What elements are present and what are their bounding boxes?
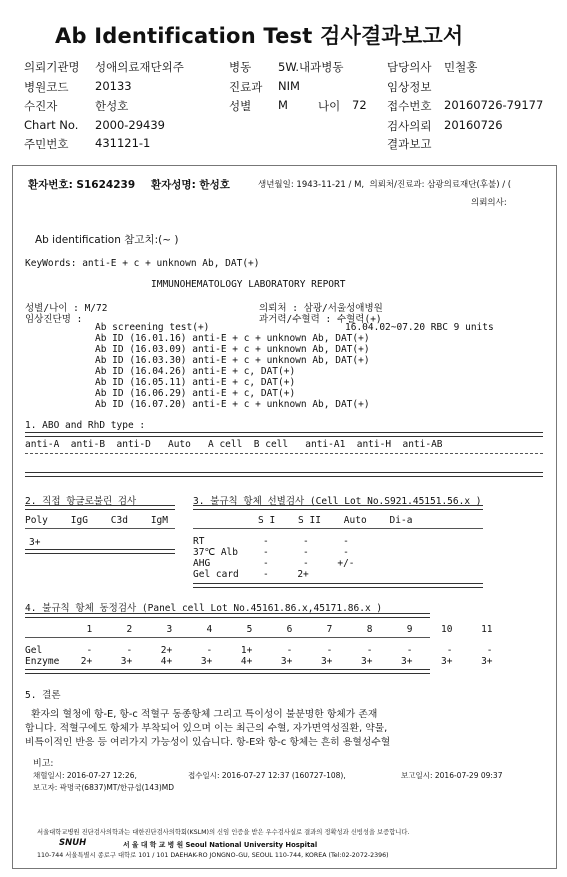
panel-gel-values: - - 2+ - 1+ - - - - - - xyxy=(75,645,493,656)
label-requesting-org: 의뢰기관명 xyxy=(24,60,80,74)
label-department: 진료과 xyxy=(229,80,263,94)
screen-row-label: AHG xyxy=(193,558,211,569)
label-chart-no: Chart No. xyxy=(24,118,79,132)
panel-gel-label: Gel xyxy=(25,645,43,656)
clinical-diagnosis: 임상진단명 : xyxy=(25,314,83,325)
remark-label: 비고: xyxy=(33,759,54,769)
screen-row-label: Gel card xyxy=(193,569,239,580)
divider xyxy=(193,505,483,510)
divider xyxy=(25,528,175,529)
rbc-units: 16.04.02~07.20 RBC 9 units xyxy=(345,322,494,333)
history-line: Ab screening test(+) xyxy=(95,322,210,333)
section-3-title: 3. 불규칙 항체 선별검사 (Cell Lot No.S921.45151.56.x ) xyxy=(193,496,482,507)
history-line: Ab ID (16.06.29) anti-E + c, DAT(+) xyxy=(95,388,296,399)
label-result-report: 결과보고 xyxy=(387,137,432,151)
screen-row-cells: - - +/- xyxy=(263,558,355,569)
value-ward: 5W.내과병동 xyxy=(278,60,344,74)
label-accession-no: 접수번호 xyxy=(387,99,432,113)
divider xyxy=(25,472,543,477)
hospital-address: 110-744 서울특별시 종로구 대학로 101 / 101 DAEHAK-RO JONGNO-GU, SEOUL 110-744, KOREA (Tel:02-2072-2396) xyxy=(37,852,389,859)
ab-reference: Ab identification 참고치:(~ ) xyxy=(35,234,179,246)
section-4-title: 4. 불규칙 항체 동정검사 (Panel cell Lot No.45161.86.x,45171.86.x ) xyxy=(25,603,383,614)
divider xyxy=(25,432,543,437)
value-sex: M xyxy=(278,98,288,112)
label-doctor: 담당의사 xyxy=(387,60,432,74)
conclusion-line: 환자의 혈청에 항-E, 항-c 적혈구 동종항체 그리고 특이성이 불분명한 항체가 존재 xyxy=(31,709,378,720)
value-chart-no: 2000-29439 xyxy=(95,118,165,132)
section-5-title: 5. 결론 xyxy=(25,690,61,701)
value-department: NIM xyxy=(278,79,300,93)
requester: 의뢰처 : 삼광/서울성애병원 xyxy=(259,303,383,314)
divider xyxy=(193,583,483,588)
screen-row-cells: - - - xyxy=(263,547,349,558)
section-1-title: 1. ABO and RhD type : xyxy=(25,420,146,431)
value-doctor: 민철홍 xyxy=(444,60,478,74)
divider xyxy=(193,528,483,529)
value-patient: 한성호 xyxy=(95,99,129,113)
value-resident-no: 431121-1 xyxy=(95,136,151,150)
lab-report-title: IMMUNOHEMATOLOGY LABORATORY REPORT xyxy=(151,279,346,290)
collected-time: 채혈일시: 2016-07-27 12:26, xyxy=(33,771,137,780)
panel-enzyme-values: 2+ 3+ 4+ 3+ 4+ 3+ 3+ 3+ 3+ 3+ 3+ xyxy=(75,656,493,667)
screen-row-label: RT xyxy=(193,536,205,547)
reporter: 보고자: 곽명국(6837)MT/한규섭(143)MD xyxy=(33,783,175,792)
label-request-date: 검사의뢰 xyxy=(387,119,432,133)
history-line: Ab ID (16.01.16) anti-E + c + unknown Ab, DAT(+) xyxy=(95,333,370,344)
conclusion-line: 비특이적인 반응 등 여러가지 가능성이 있습니다. 항-E와 항-c 항체는 흔히 용혈성수혈 xyxy=(25,737,391,748)
label-hospital-code: 병원코드 xyxy=(24,80,69,94)
value-accession-no: 20160726-79177 xyxy=(444,98,544,112)
transfusion-history: 과거력/수혈력 : 수혈력(+) xyxy=(259,314,382,325)
report-title: Ab Identification Test 검사결과보고서 xyxy=(55,24,464,48)
history-line: Ab ID (16.05.11) anti-E + c, DAT(+) xyxy=(95,377,296,388)
hospital-name: 서 울 대 학 교 병 원 Seoul National University Hospital xyxy=(123,841,318,849)
screen-row-cells: - - - xyxy=(263,536,349,547)
history-line: Ab ID (16.03.09) anti-E + c + unknown Ab, DAT(+) xyxy=(95,344,370,355)
lab-report-scan xyxy=(12,165,557,869)
dat-header: Poly IgG C3d IgM xyxy=(25,515,168,526)
label-patient: 수진자 xyxy=(24,99,58,113)
certification-note: 서울대학교병원 진단검사의학과는 대한진단검사의학회(KSLM)의 신임 인증을 받은 우수검사실로 결과의 정확성과 신빙성을 보증합니다. xyxy=(37,829,410,836)
dat-value: 3+ xyxy=(29,537,41,548)
label-sex: 성별 xyxy=(229,99,252,113)
snuh-logo: SNUH xyxy=(59,838,87,848)
history-line: Ab ID (16.07.20) anti-E + c + unknown Ab, DAT(+) xyxy=(95,399,370,410)
divider xyxy=(25,549,175,554)
screen-row-label: 37℃ Alb xyxy=(193,547,238,558)
patient-number: 환자번호: S1624239 xyxy=(28,179,136,191)
panel-enzyme-label: Enzyme xyxy=(25,656,60,667)
label-resident-no: 주민번호 xyxy=(24,137,69,151)
reported-time: 보고일시: 2016-07-29 09:37 xyxy=(401,771,503,780)
conclusion-line: 합니다. 적혈구에도 항체가 부착되어 있으며 이는 최근의 수혈, 자가면역성질환, 약물, xyxy=(25,723,388,734)
divider xyxy=(25,669,430,674)
divider xyxy=(25,453,543,454)
value-hospital-code: 20133 xyxy=(95,79,132,93)
label-age: 나이 xyxy=(318,99,341,113)
label-ward: 병동 xyxy=(229,60,252,74)
section-2-title: 2. 직접 항글로불린 검사 xyxy=(25,496,137,507)
value-request-date: 20160726 xyxy=(444,118,503,132)
patient-name: 환자성명: 한성호 xyxy=(151,179,230,191)
referring-doctor: 의뢰의사: xyxy=(471,198,507,208)
divider xyxy=(25,505,175,510)
keywords: KeyWords: anti-E + c + unknown Ab, DAT(+) xyxy=(25,258,260,269)
label-clinical-info: 임상정보 xyxy=(387,80,432,94)
panel-header: 1 2 3 4 5 6 7 8 9 10 11 xyxy=(75,624,493,635)
divider xyxy=(25,637,430,638)
received-time: 접수일시: 2016-07-27 12:37 (160727-108), xyxy=(188,771,346,780)
screen-header: S I S II Auto Di-a xyxy=(258,515,413,526)
abo-header: anti-A anti-B anti-D Auto A cell B cell anti-A1 anti-H anti-AB xyxy=(25,439,443,450)
patient-meta: 생년월일: 1943-11-21 / M, 의뢰처/진료과: 삼광의료재단(후불) / ( xyxy=(258,180,512,190)
sex-age: 성별/나이 : M/72 xyxy=(25,303,108,314)
screen-row-cells: - 2+ xyxy=(263,569,309,580)
value-age: 72 xyxy=(352,98,367,112)
divider xyxy=(25,613,430,618)
value-requesting-org: 성애의료재단외주 xyxy=(95,60,184,74)
history-line: Ab ID (16.03.30) anti-E + c + unknown Ab, DAT(+) xyxy=(95,355,370,366)
history-line: Ab ID (16.04.26) anti-E + c, DAT(+) xyxy=(95,366,296,377)
